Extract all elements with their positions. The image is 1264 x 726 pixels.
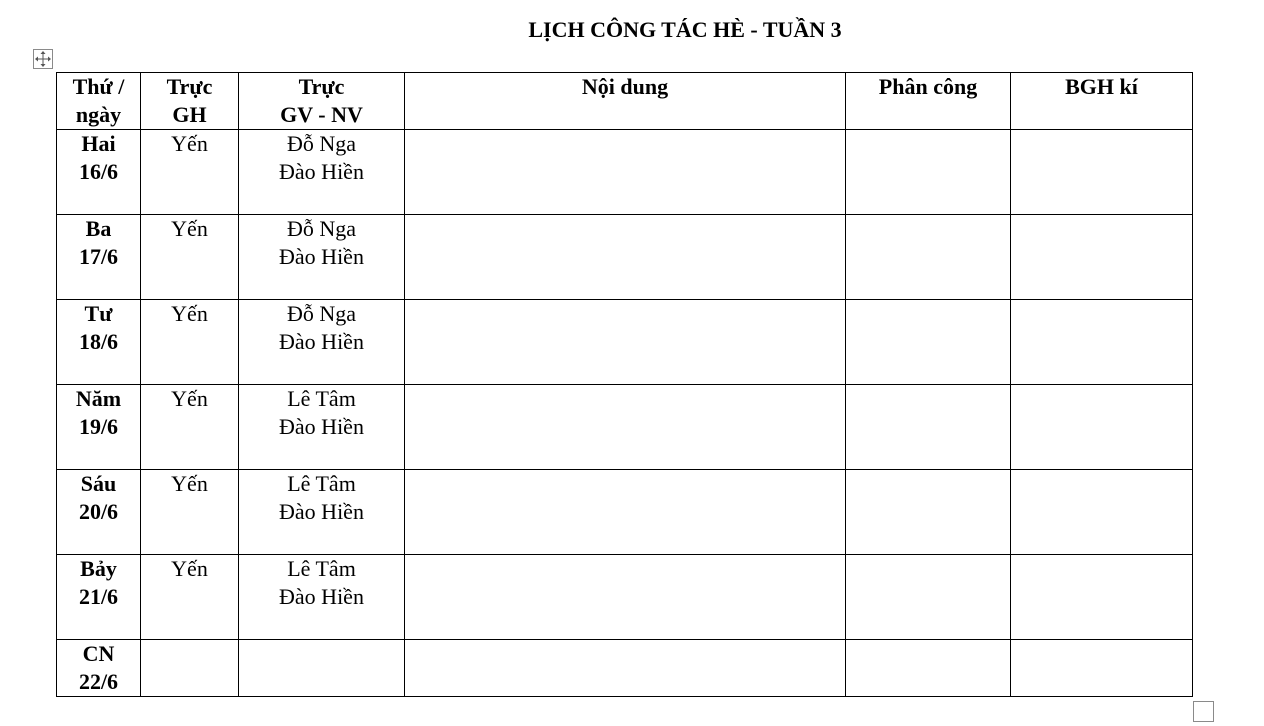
header-content: Nội dung (405, 73, 846, 130)
table-row (57, 555, 1193, 640)
duty-gh-cell[interactable]: Yến (141, 215, 239, 300)
assignment-cell[interactable] (846, 215, 1011, 300)
day-cell[interactable]: Sáu 20/6 (57, 470, 141, 555)
table-row (57, 300, 1193, 385)
duty-gh-cell[interactable]: Yến (141, 300, 239, 385)
assignment-cell[interactable] (846, 640, 1011, 697)
approval-cell[interactable] (1011, 555, 1193, 640)
header-approval: BGH kí (1011, 73, 1193, 130)
duty-gh-cell[interactable]: Yến (141, 130, 239, 215)
content-cell[interactable] (405, 640, 846, 697)
table-row (57, 385, 1193, 470)
schedule-table (56, 72, 1193, 697)
duty-staff-cell[interactable]: Đỗ Nga Đào Hiền (239, 300, 405, 385)
header-day: Thứ / ngày (57, 73, 141, 130)
assignment-cell[interactable] (846, 300, 1011, 385)
duty-staff-cell[interactable]: Lê Tâm Đào Hiền (239, 385, 405, 470)
move-arrows-icon[interactable] (33, 49, 53, 69)
day-cell[interactable]: Năm 19/6 (57, 385, 141, 470)
document-title: LỊCH CÔNG TÁC HÈ - TUẦN 3 (528, 17, 842, 42)
table-row (57, 130, 1193, 215)
header-assignment: Phân công (846, 73, 1011, 130)
table-row (57, 640, 1193, 697)
duty-staff-cell[interactable]: Lê Tâm Đào Hiền (239, 470, 405, 555)
approval-cell[interactable] (1011, 385, 1193, 470)
day-cell[interactable]: Tư 18/6 (57, 300, 141, 385)
duty-gh-cell[interactable]: Yến (141, 385, 239, 470)
assignment-cell[interactable] (846, 470, 1011, 555)
day-cell[interactable]: Ba 17/6 (57, 215, 141, 300)
duty-gh-cell[interactable]: Yến (141, 470, 239, 555)
approval-cell[interactable] (1011, 215, 1193, 300)
header-duty-gh: Trực GH (141, 73, 239, 130)
duty-gh-cell[interactable] (141, 640, 239, 697)
approval-cell[interactable] (1011, 470, 1193, 555)
content-cell[interactable] (405, 385, 846, 470)
assignment-cell[interactable] (846, 130, 1011, 215)
table-row (57, 215, 1193, 300)
content-cell[interactable] (405, 300, 846, 385)
day-cell[interactable]: Hai 16/6 (57, 130, 141, 215)
assignment-cell[interactable] (846, 385, 1011, 470)
table-header-row (57, 73, 1193, 130)
duty-staff-cell[interactable]: Đỗ Nga Đào Hiền (239, 215, 405, 300)
content-cell[interactable] (405, 130, 846, 215)
assignment-cell[interactable] (846, 555, 1011, 640)
content-cell[interactable] (405, 470, 846, 555)
day-cell[interactable]: CN 22/6 (57, 640, 141, 697)
duty-staff-cell[interactable]: Đỗ Nga Đào Hiền (239, 130, 405, 215)
duty-staff-cell[interactable]: Lê Tâm Đào Hiền (239, 555, 405, 640)
content-cell[interactable] (405, 555, 846, 640)
table-resize-icon[interactable] (1193, 701, 1214, 722)
duty-staff-cell[interactable] (239, 640, 405, 697)
day-cell[interactable]: Bảy 21/6 (57, 555, 141, 640)
approval-cell[interactable] (1011, 640, 1193, 697)
approval-cell[interactable] (1011, 130, 1193, 215)
content-cell[interactable] (405, 215, 846, 300)
duty-gh-cell[interactable]: Yến (141, 555, 239, 640)
table-row (57, 470, 1193, 555)
approval-cell[interactable] (1011, 300, 1193, 385)
header-duty-staff: Trực GV - NV (239, 73, 405, 130)
